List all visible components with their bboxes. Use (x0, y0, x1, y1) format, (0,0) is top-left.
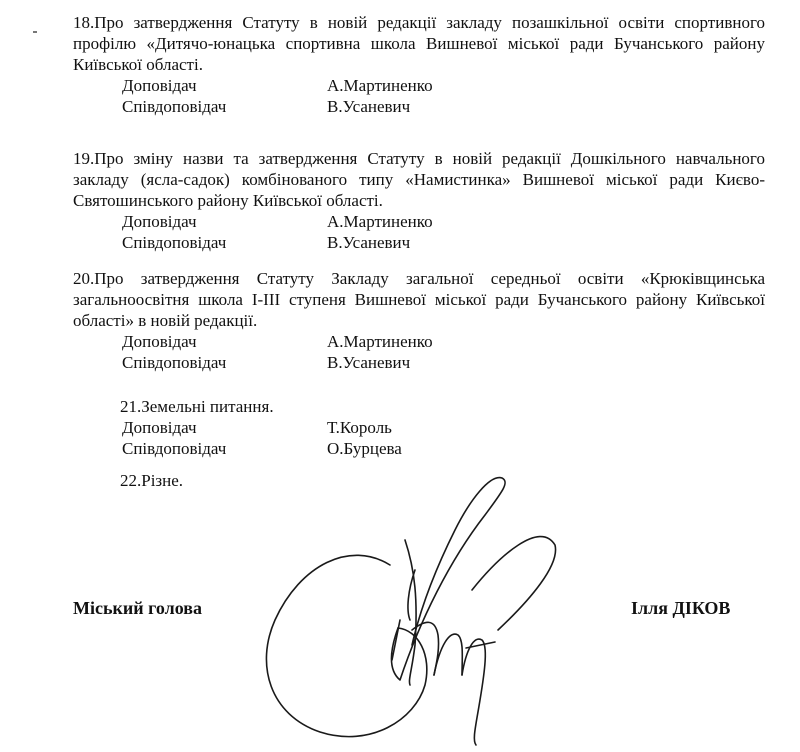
reporter-row (73, 75, 765, 96)
reporter-row (73, 211, 765, 232)
scan-artifact (33, 31, 37, 33)
coreporter-role: Співдоповідач (122, 97, 227, 116)
reporter-name: Т.Король (327, 418, 392, 437)
handwritten-signature (240, 470, 570, 750)
reporter-role: Доповідач (122, 418, 197, 437)
coreporter-name: В.Усаневич (327, 233, 411, 252)
reporter-name: А.Мартиненко (327, 212, 433, 231)
coreporter-row (73, 438, 765, 459)
coreporter-row (73, 352, 765, 373)
agenda-item-20 (73, 268, 765, 373)
agenda-item-title: 21.Земельні питання. (120, 397, 274, 416)
agenda-item-18 (73, 12, 765, 117)
agenda-item-title: 19.Про зміну назви та затвердження Статуту в новій редакції Дошкільного навчального закладу (ясла-садок) комбінованого типу «Намистинка» Вишневої міської ради Києво-Святошинського району Київської області. (73, 149, 765, 210)
signatory-position: Міський голова (73, 598, 202, 618)
coreporter-name: В.Усаневич (327, 97, 411, 116)
coreporter-role: Співдоповідач (122, 233, 227, 252)
agenda-item-19 (73, 148, 765, 253)
agenda-item-21 (73, 396, 765, 459)
reporter-role: Доповідач (122, 76, 197, 95)
coreporter-role: Співдоповідач (122, 353, 227, 372)
reporter-role: Доповідач (122, 332, 197, 351)
coreporter-name: О.Бурцева (327, 439, 402, 458)
agenda-item-title: 20.Про затвердження Статуту Закладу загальної середньої освіти «Крюківщинська загальноосвітня школа І-ІІІ ступеня Вишневої міської ради Бучанського району Київської області» в новій редакції. (73, 269, 765, 330)
signatory-name: Ілля ДІКОВ (631, 598, 731, 618)
reporter-row (73, 331, 765, 352)
reporter-role: Доповідач (122, 212, 197, 231)
reporter-row (73, 417, 765, 438)
reporter-name: А.Мартиненко (327, 332, 433, 351)
reporter-name: А.Мартиненко (327, 76, 433, 95)
agenda-item-title: 22.Різне. (120, 471, 184, 490)
coreporter-row (73, 96, 765, 117)
agenda-item-title: 18.Про затвердження Статуту в новій редакції закладу позашкільної освіти спортивного профілю «Дитячо-юнацька спортивна школа Вишневої міської ради Бучанського району Київської області. (73, 13, 765, 74)
coreporter-row (73, 232, 765, 253)
coreporter-name: В.Усаневич (327, 353, 411, 372)
coreporter-role: Співдоповідач (122, 439, 227, 458)
